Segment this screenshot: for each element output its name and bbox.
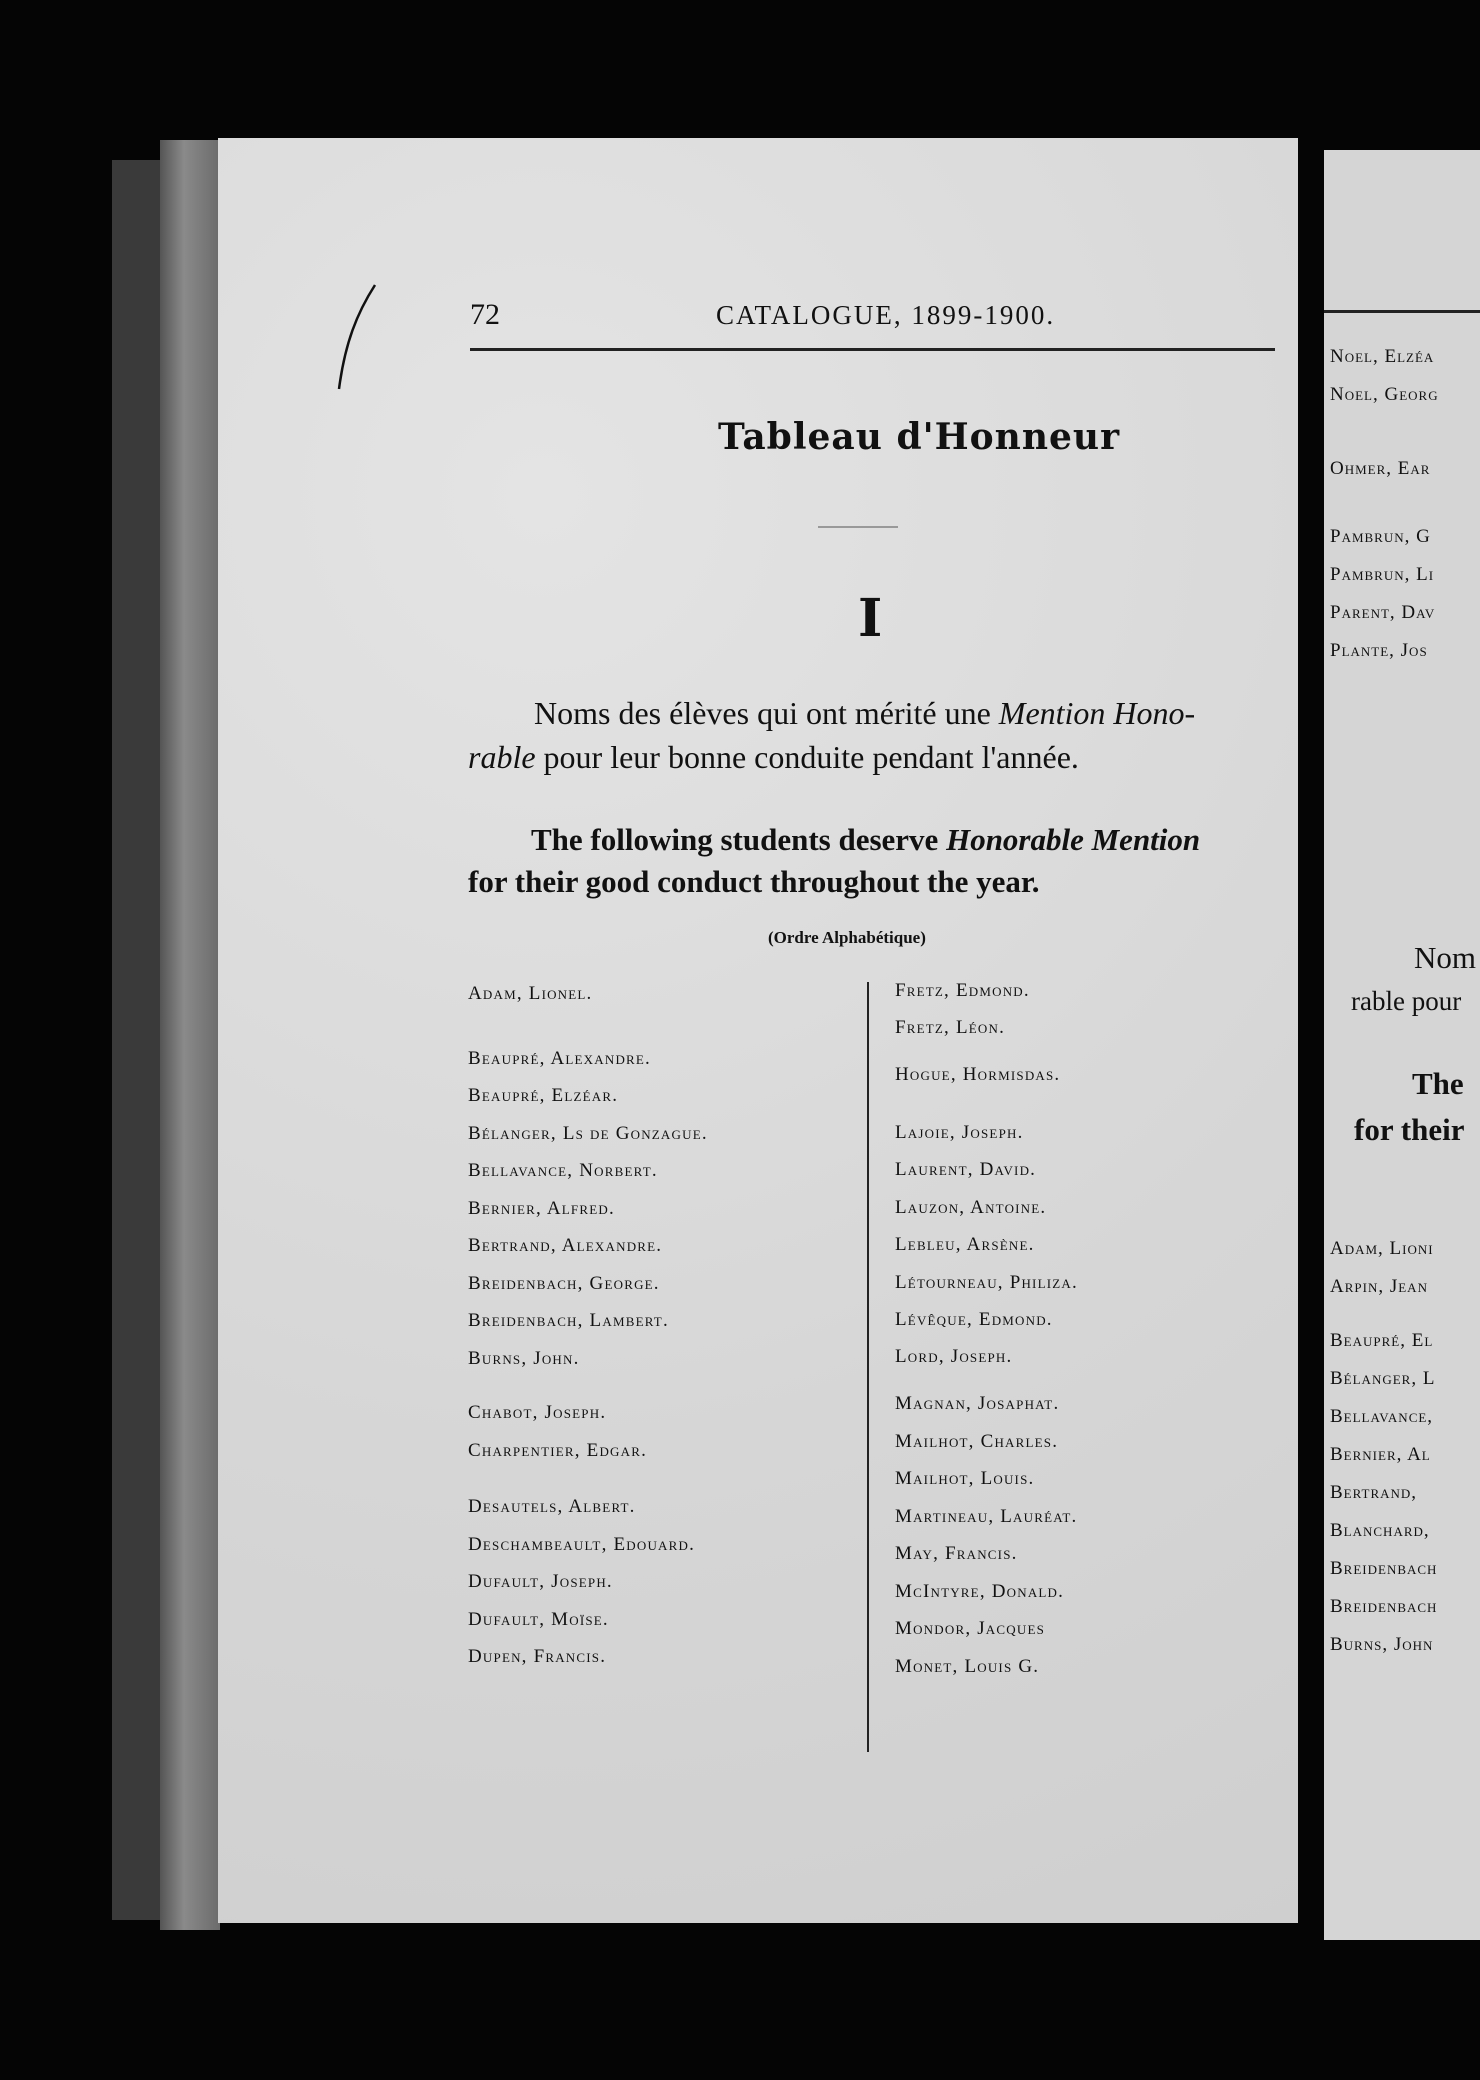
intro-english-emphasis: Honorable Mention [946,822,1201,857]
adjacent-name: Bertrand, [1330,1482,1418,1503]
honor-list-right-item: Fretz, Edmond. [895,980,1030,1001]
adjacent-name: Pambrun, G [1330,526,1431,547]
pencil-mark-icon [335,283,383,393]
honor-list-right-item: Lauzon, Antoine. [895,1197,1047,1218]
honor-list-left-item: Burns, John. [468,1348,580,1369]
adjacent-name: Arpin, Jean [1330,1276,1428,1297]
honor-list-left-item: Beaupré, Alexandre. [468,1048,652,1069]
column-divider [867,982,869,1752]
adjacent-name: Bélanger, L [1330,1368,1436,1389]
honor-list-right-item: McIntyre, Donald. [895,1581,1065,1602]
honor-list-left-item: Deschambeault, Edouard. [468,1534,696,1555]
title-divider [818,526,898,528]
honor-list-right-item: Monet, Louis G. [895,1656,1040,1677]
honor-list-right-item: Létourneau, Philiza. [895,1272,1078,1293]
adjacent-page-fragment [1324,150,1480,1940]
honor-list-left-item: Dupen, Francis. [468,1646,607,1667]
honor-list-right-item: Lebleu, Arsène. [895,1234,1035,1255]
honor-list-right-item: Lajoie, Joseph. [895,1122,1024,1143]
honor-list-right-item: Hogue, Hormisdas. [895,1064,1061,1085]
honor-list-left-item: Beaupré, Elzéar. [468,1085,619,1106]
adjacent-header-rule [1324,310,1480,313]
adjacent-text-line: rable pour [1351,986,1462,1016]
adjacent-name: Breidenbach [1330,1596,1438,1617]
honor-list-left-item: Chabot, Joseph. [468,1402,607,1423]
honor-list-left-item: Dufault, Joseph. [468,1571,613,1592]
honor-list-right-item: Martineau, Lauréat. [895,1506,1078,1527]
book-spine [160,140,220,1930]
honor-list-left-item: Bélanger, Ls de Gonzague. [468,1123,708,1144]
adjacent-name: Adam, Lioni [1330,1238,1434,1259]
intro-french-text: Noms des élèves qui ont mérité une [534,695,999,731]
intro-french-emphasis: Mention Hono- [998,695,1196,731]
adjacent-text-line: Nom [1414,940,1476,975]
section-numeral: I [858,588,883,649]
intro-english-line-2: for their good conduct throughout the year. [468,864,1040,899]
honor-list-left-item: Desautels, Albert. [468,1496,636,1517]
catalogue-page [218,138,1298,1923]
adjacent-text-line: for their [1354,1112,1465,1147]
intro-french-line-1 [534,695,1195,732]
adjacent-name: Parent, Dav [1330,602,1436,623]
honor-list-left-item: Bertrand, Alexandre. [468,1235,663,1256]
honor-list-left-item: Charpentier, Edgar. [468,1440,648,1461]
honor-list-right-item: Mailhot, Louis. [895,1468,1035,1489]
header-rule [470,348,1275,351]
order-note: (Ordre Alphabétique) [768,928,926,947]
honor-list-right-item: Mondor, Jacques [895,1618,1046,1639]
adjacent-name: Plante, Jos [1330,640,1428,661]
honor-list-right-item: Mailhot, Charles. [895,1431,1059,1452]
honor-list-left-item: Breidenbach, Lambert. [468,1310,669,1331]
honor-list-left-item: Breidenbach, George. [468,1273,660,1294]
intro-french-emphasis-2: rable [468,739,536,775]
honor-list-right-item: Lévêque, Edmond. [895,1309,1053,1330]
running-header: CATALOGUE, 1899-1900. [716,300,1056,330]
adjacent-name: Blanchard, [1330,1520,1430,1541]
page-title: Tableau d'Honneur [718,416,1121,458]
adjacent-text-line: The [1412,1066,1464,1101]
adjacent-name: Pambrun, Li [1330,564,1435,585]
adjacent-name: Beaupré, El [1330,1330,1434,1351]
honor-list-left-item: Bellavance, Norbert. [468,1160,658,1181]
intro-english-line-1 [531,822,1200,858]
honor-list-left-item: Bernier, Alfred. [468,1198,615,1219]
adjacent-name: Bernier, Al [1330,1444,1431,1465]
honor-list-left-item: Adam, Lionel. [468,983,593,1004]
adjacent-name: Ohmer, Ear [1330,458,1431,479]
adjacent-name: Noel, Elzéa [1330,346,1435,367]
adjacent-name: Noel, Georg [1330,384,1439,405]
honor-list-right-item: Fretz, Léon. [895,1017,1006,1038]
intro-french-line-2 [468,739,1079,776]
honor-list-right-item: Lord, Joseph. [895,1346,1013,1367]
adjacent-name: Burns, John [1330,1634,1434,1655]
honor-list-left-item: Dufault, Moïse. [468,1609,609,1630]
honor-list-right-item: Magnan, Josaphat. [895,1393,1060,1414]
adjacent-name: Breidenbach [1330,1558,1438,1579]
adjacent-name: Bellavance, [1330,1406,1434,1427]
intro-english-text: The following students deserve [531,822,947,857]
page-number: 72 [470,298,500,331]
intro-french-text-2: pour leur bonne conduite pendant l'année. [535,739,1079,775]
honor-list-right-item: Laurent, David. [895,1159,1037,1180]
honor-list-right-item: May, Francis. [895,1543,1018,1564]
